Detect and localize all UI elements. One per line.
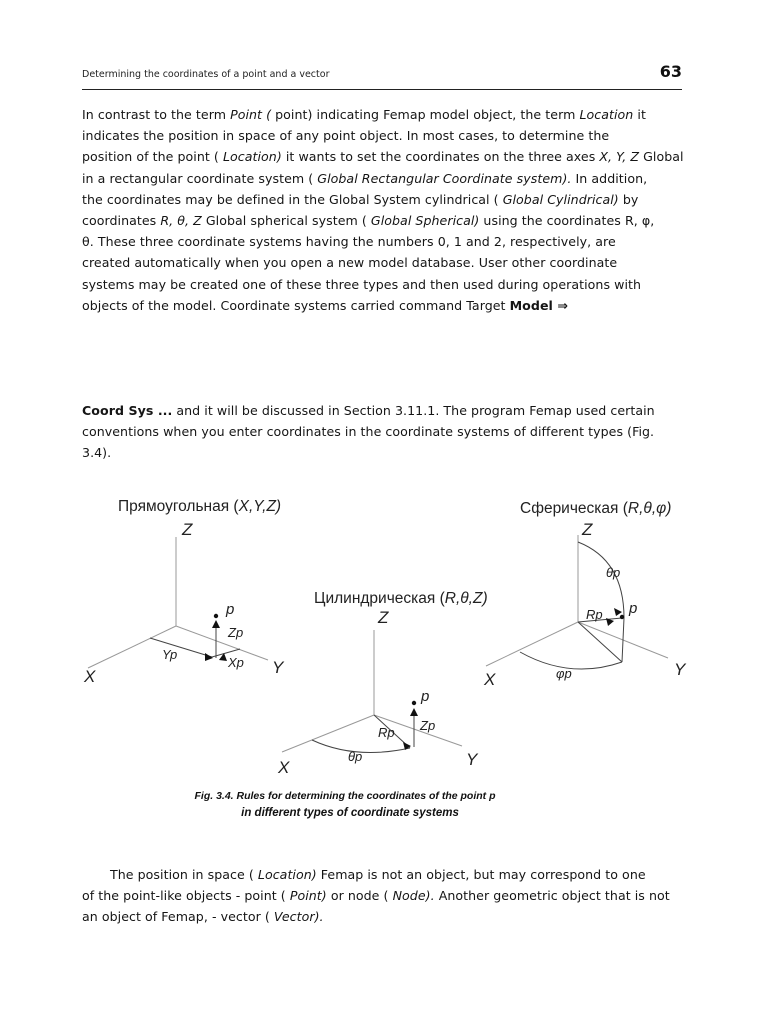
text-line: created automatically when you open a new model database. User other coordinate bbox=[82, 255, 618, 271]
text-line: position of the point ( Location) it wants to set the coordinates on the three axes X, Y, Z Global bbox=[82, 149, 684, 165]
text-line: Coord Sys ... and it will be discussed in Section 3.11.1. The program Femap used certain bbox=[82, 403, 655, 418]
sph-axis-z: Z bbox=[582, 520, 593, 539]
rect-axis-x: X bbox=[84, 667, 96, 686]
sph-title: Сферическая (R,θ,φ) bbox=[520, 500, 672, 517]
cyl-zp-arrow bbox=[410, 708, 418, 716]
rect-label-xp: Xp bbox=[228, 655, 244, 670]
text-line: systems may be created one of these three types and then used during operations with bbox=[82, 276, 642, 292]
cyl-axis-y: Y bbox=[466, 750, 478, 769]
cyl-label-p: p bbox=[421, 688, 430, 705]
text-line: an object of Femap, - vector ( Vector). bbox=[82, 909, 324, 925]
text-line: conventions when you enter coordinates in the coordinate systems of different types (Fig. bbox=[82, 424, 655, 440]
paragraph-location bbox=[82, 864, 702, 928]
cyl-title: Цилиндрическая (R,θ,Z) bbox=[314, 590, 488, 607]
rect-axis-z: Z bbox=[182, 520, 193, 539]
text-line: In contrast to the term Point ( point) indicating Femap model object, the term Location it bbox=[82, 107, 646, 122]
text-line: 3.4). bbox=[82, 445, 112, 461]
text-line: in a rectangular coordinate system ( Global Rectangular Coordinate system). In addition, bbox=[82, 170, 648, 186]
sph-label-rp: Rp bbox=[586, 607, 603, 622]
text-line: coordinates R, θ, Z Global spherical system ( Global Spherical) using the coordinates R, φ, bbox=[82, 213, 655, 229]
figure-drawing bbox=[0, 490, 768, 830]
cyl-axis-x: X bbox=[278, 758, 290, 777]
cyl-label-theta-p: θp bbox=[348, 749, 363, 764]
sph-axis-x: X bbox=[484, 670, 496, 689]
rect-zp-arrow bbox=[212, 620, 220, 628]
header-rule bbox=[82, 89, 682, 90]
sph-axes bbox=[486, 535, 668, 666]
rect-label-p: p bbox=[226, 601, 235, 618]
text-line: indicates the position in space of any point object. In most cases, to determine the bbox=[82, 128, 610, 144]
sph-label-theta-p: θp bbox=[606, 565, 621, 580]
text-line: objects of the model. Coordinate systems carried command Target Model ⇒ bbox=[82, 297, 568, 313]
sph-label-p: p bbox=[629, 600, 638, 617]
running-head: Determining the coordinates of a point and a vector bbox=[82, 69, 330, 80]
rect-point-p bbox=[214, 614, 218, 618]
rect-label-zp: Zp bbox=[228, 625, 244, 640]
cyl-axis-z: Z bbox=[378, 608, 389, 627]
text-line: the coordinates may be defined in the Global System cylindrical ( Global Cylindrical) by bbox=[82, 191, 639, 207]
text-line: The position in space ( Location) Femap is not an object, but may correspond to one bbox=[110, 867, 646, 882]
sph-axis-y: Y bbox=[674, 660, 686, 679]
rect-label-yp: Yp bbox=[162, 647, 178, 662]
figure-caption-line1: Fig. 3.4. Rules for determining the coordinates of the point p bbox=[194, 790, 496, 802]
sph-coordinate-lines bbox=[520, 542, 624, 669]
rect-axes bbox=[88, 537, 268, 668]
cyl-label-zp: Zp bbox=[420, 718, 436, 733]
text-line: of the point-like objects - point ( Point) or node ( Node). Another geometric object that is not bbox=[82, 888, 670, 904]
text-line: θ. These three coordinate systems having the numbers 0, 1 and 2, respectively, are bbox=[82, 234, 616, 250]
cyl-label-rp: Rp bbox=[378, 725, 395, 740]
page-number: 63 bbox=[659, 62, 682, 81]
cyl-axes bbox=[282, 630, 462, 752]
figure-coordinate-systems bbox=[0, 490, 768, 830]
rect-title: Прямоугольная (X,Y,Z) bbox=[118, 498, 282, 515]
sph-label-phi-p: φp bbox=[556, 666, 572, 681]
paragraph-coord-sys bbox=[82, 400, 702, 464]
rect-axis-y: Y bbox=[272, 658, 284, 677]
paragraph-intro bbox=[82, 104, 702, 316]
figure-caption-line2: in different types of coordinate systems bbox=[241, 807, 459, 819]
sph-point-p bbox=[620, 615, 624, 619]
cyl-point-p bbox=[412, 701, 416, 705]
sph-theta-arrow bbox=[614, 608, 622, 616]
